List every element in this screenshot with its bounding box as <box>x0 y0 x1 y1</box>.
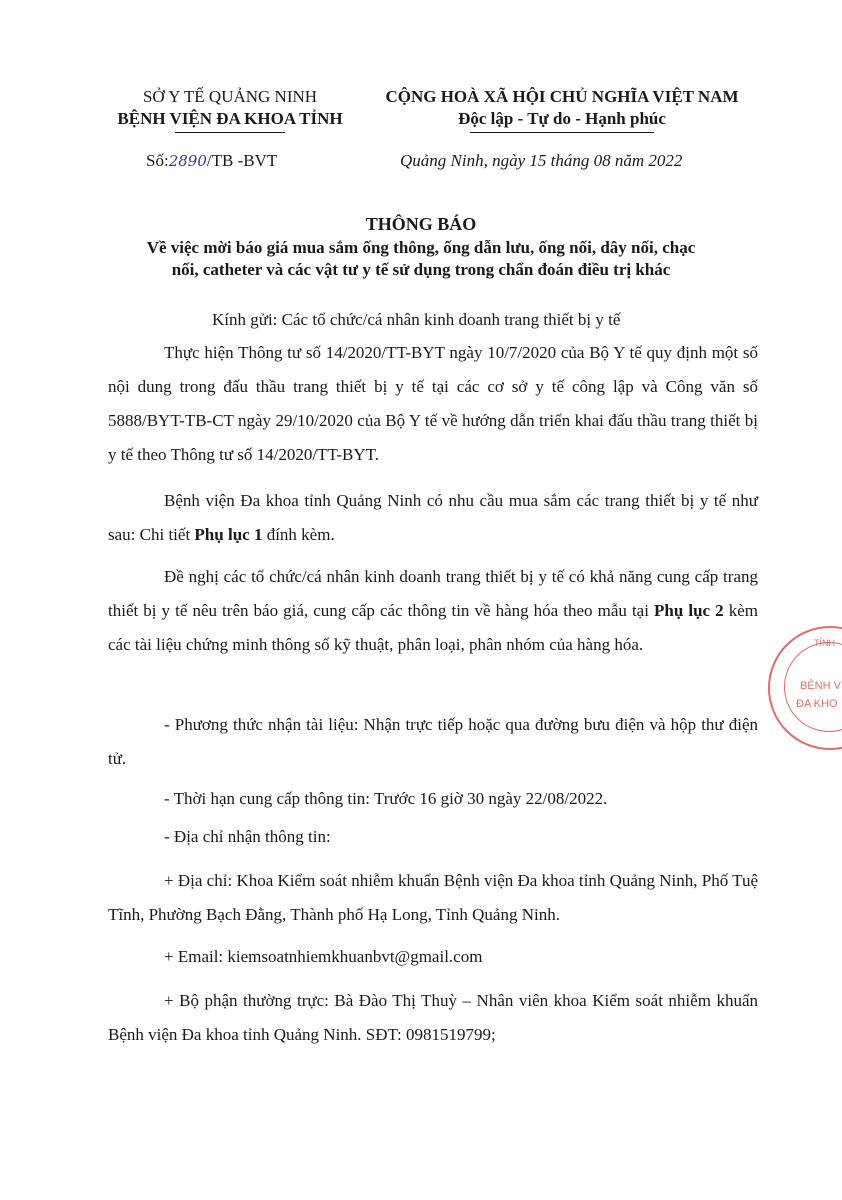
stamp-text-top: TỈNH <box>814 638 835 648</box>
paragraph-legal-basis: Thực hiện Thông tư số 14/2020/TT-BYT ngày 10/7/2020 của Bộ Y tế quy định một số nội dung trong đấu thầu trang thiết bị y tế tại các cơ sở y tế công lập và Công văn số 5888/BYT-TB-CT ngày 29/10/2020 của Bộ Y tế về hướng dẫn triển khai đấu thầu trang thiết bị y tế theo Thông tư số 14/2020/TT-BYT. <box>108 343 758 464</box>
date-line: Quảng Ninh, ngày 15 tháng 08 năm 2022 <box>400 151 683 170</box>
national-motto: Độc lập - Tự do - Hạnh phúc <box>458 109 666 128</box>
appendix-1-ref: Phụ lục 1 <box>194 525 263 544</box>
number-suffix: /TB -BVT <box>206 151 278 170</box>
paragraph-request <box>108 560 758 662</box>
doc-subtitle-line1: Về việc mời báo giá mua sắm ống thông, ống dẫn lưu, ống nối, dây nối, chạc <box>146 238 696 257</box>
request-text-end: kèm các tài liệu chứng minh thông số kỹ thuật, phân loại, phân nhóm của hàng hóa. <box>108 601 758 654</box>
paragraph-contact: + Bộ phận thường trực: Bà Đào Thị Thuỳ – Nhân viên khoa Kiểm soát nhiễm khuẩn Bệnh viện Đa khoa tỉnh Quảng Ninh. SĐT: 0981519799; <box>108 991 758 1044</box>
number-prefix: Số: <box>146 151 169 170</box>
org-underline <box>175 132 285 133</box>
handwritten-number: 2890 <box>168 152 207 170</box>
request-text: Đề nghị các tổ chức/cá nhân kinh doanh trang thiết bị y tế có khả năng cung cấp trang thiết bị y tế nêu trên báo giá, cung cấp các thông tin về hàng hóa theo mẫu tại <box>108 567 758 620</box>
paragraph-email: + Email: kiemsoatnhiemkhuanbvt@gmail.com <box>164 947 483 966</box>
org-name: BỆNH VIỆN ĐA KHOA TỈNH <box>117 109 343 128</box>
paragraph-address-heading: - Địa chỉ nhận thông tin: <box>164 827 331 846</box>
paragraph-address: + Địa chỉ: Khoa Kiểm soát nhiễm khuẩn Bệnh viện Đa khoa tỉnh Quảng Ninh, Phố Tuệ Tĩnh, Phường Bạch Đằng, Thành phố Hạ Long, Tỉnh Quảng Ninh. <box>108 871 758 924</box>
appendix-2-ref: Phụ lục 2 <box>654 601 724 620</box>
recipient-line: Kính gửi: Các tổ chức/cá nhân kinh doanh trang thiết bị y tế <box>212 310 621 329</box>
stamp-text-2: ĐA KHO <box>796 698 838 710</box>
motto-underline <box>470 132 654 133</box>
doc-title: THÔNG BÁO <box>365 214 477 234</box>
need-text: Bệnh viện Đa khoa tỉnh Quảng Ninh có nhu cầu mua sắm các trang thiết bị y tế như sau: Chi tiết <box>108 491 758 544</box>
red-stamp <box>768 626 842 750</box>
stamp-text-1: BỆNH V <box>800 680 841 692</box>
need-text-end: đính kèm. <box>262 525 335 544</box>
org-parent: SỞ Y TẾ QUẢNG NINH <box>142 87 318 106</box>
paragraph-need <box>108 484 758 552</box>
paragraph-receive-method: - Phương thức nhận tài liệu: Nhận trực tiếp hoặc qua đường bưu điện và hộp thư điện tử. <box>108 715 758 768</box>
doc-subtitle-line2: nối, catheter và các vật tư y tế sử dụng trong chẩn đoán điều trị khác <box>171 260 671 279</box>
document-number <box>146 150 277 172</box>
paragraph-deadline: - Thời hạn cung cấp thông tin: Trước 16 giờ 30 ngày 22/08/2022. <box>164 789 608 808</box>
national-title: CỘNG HOÀ XÃ HỘI CHỦ NGHĨA VIỆT NAM <box>385 87 739 106</box>
